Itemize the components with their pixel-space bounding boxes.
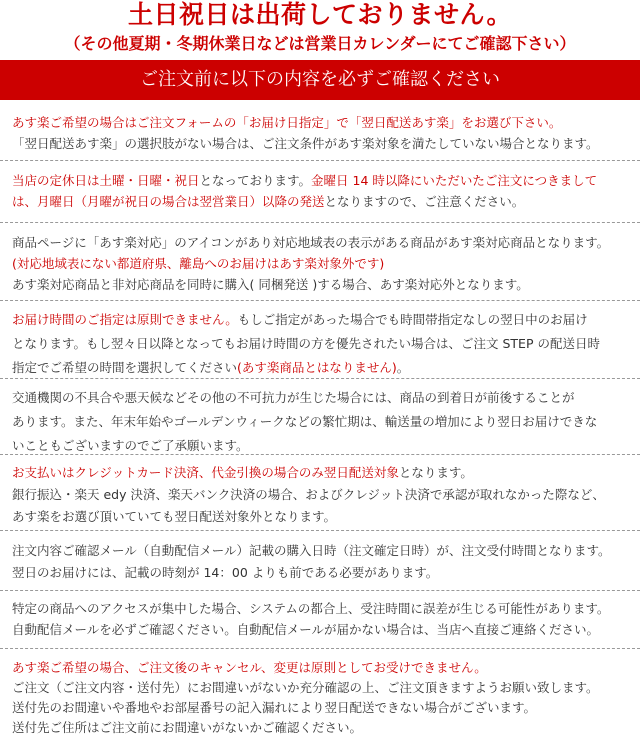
body-text: あります。また、年末年始やゴールデンウィークなどの繁忙期は、輸送量の増加により翌日お届けできな xyxy=(12,414,598,429)
notice-line xyxy=(12,253,628,274)
notice-line xyxy=(12,232,628,253)
body-text: となります。 xyxy=(398,465,473,480)
notice-line xyxy=(12,133,628,154)
body-text: 。 xyxy=(396,360,410,375)
section-divider xyxy=(0,454,640,455)
notice-line xyxy=(12,484,628,506)
notice-section xyxy=(0,386,640,458)
body-text: いこともございますのでご了承願います。 xyxy=(12,438,249,453)
notice-line xyxy=(12,410,628,434)
headline: 土日祝日は出荷しておりません。 xyxy=(127,0,512,29)
section-divider xyxy=(0,300,640,301)
notice-line xyxy=(12,332,628,356)
body-text: あす楽をお選び頂いていても翌日配送対象外となります。 xyxy=(12,509,337,524)
notice-line xyxy=(12,619,628,640)
notice-section xyxy=(0,540,640,584)
notice-line xyxy=(12,170,628,191)
emphasis-text: (対応地域表にない都道府県、離島へのお届けはあす楽対象外です) xyxy=(12,256,385,271)
body-text: 送付先ご住所はご注文前にお間違いがないかご確認ください。 xyxy=(12,720,363,735)
emphasis-text: あす楽ご希望の場合はご注文フォームの「お届け日指定」で「翌日配送あす楽」をお選び下さい。 xyxy=(12,115,562,130)
emphasis-text: は、月曜日（月曜が祝日の場合は翌営業日）以降の発送 xyxy=(12,194,325,209)
notice-line xyxy=(12,598,628,619)
emphasis-text: (あす楽商品とはなりません) xyxy=(237,360,397,375)
emphasis-text: 当店の定休日は土曜・日曜・祝日 xyxy=(12,173,200,188)
notice-line xyxy=(12,308,628,332)
body-text: となります。もし翌々日以降となってもお届け時間の方を優先されたい場合は、ご注文 STEP の配送日時 xyxy=(12,336,600,351)
notice-banner: ご注文前に以下の内容を必ずご確認ください xyxy=(0,60,640,100)
section-divider xyxy=(0,648,640,649)
body-text: 翌日のお届けには、記載の時刻が 14：00 よりも前である必要があります。 xyxy=(12,565,439,580)
body-text: 送付先のお間違いや番地やお部屋番号の記入漏れにより翌日配送できない場合がございます。 xyxy=(12,700,537,715)
body-text: 自動配信メールを必ずご確認ください。自動配信メールが届かない場合は、当店へ直接ご連絡ください。 xyxy=(12,622,600,637)
notice-section xyxy=(0,232,640,295)
notice-line xyxy=(12,112,628,133)
body-text: 特定の商品へのアクセスが集中した場合、システムの都合上、受注時間に誤差が生じる可能性があります。 xyxy=(12,601,610,616)
section-divider xyxy=(0,222,640,223)
emphasis-text: お支払いはクレジットカード決済、代金引換の場合のみ翌日配送対象 xyxy=(12,465,399,480)
body-text: 交通機関の不具合や悪天候などその他の不可抗力が生じた場合には、商品の到着日が前後することが xyxy=(12,390,575,405)
body-text: 商品ページに「あす楽対応」のアイコンがあり対応地域表の表示がある商品があす楽対応商品となります。 xyxy=(12,235,610,250)
notice-section xyxy=(0,598,640,640)
notice-section xyxy=(0,170,640,212)
notice-line xyxy=(12,540,628,562)
notice-line xyxy=(12,658,628,678)
notice-line xyxy=(12,506,628,528)
section-divider xyxy=(0,160,640,161)
section-divider xyxy=(0,590,640,591)
body-text: ご注文（ご注文内容・送付先）にお間違いがないか充分確認の上、ご注文頂きますようお願い致します。 xyxy=(12,680,599,695)
notice-line xyxy=(12,462,628,484)
emphasis-text: 金曜日 14 時以降にいただいたご注文につきまして xyxy=(311,173,598,188)
notice-line xyxy=(12,718,628,738)
body-text: 「翌日配送あす楽」の選択肢がない場合は、ご注文条件があす楽対象を満たしていない場合となります。 xyxy=(12,136,599,151)
notice-section xyxy=(0,658,640,738)
notice-line xyxy=(12,562,628,584)
subheadline: （その他夏期・冬期休業日などは営業日カレンダーにてご確認下さい） xyxy=(64,34,576,53)
body-text: 指定でご希望の時間を選択してください xyxy=(12,360,238,375)
emphasis-text: あす楽ご希望の場合、ご注文後のキャンセル、変更は原則としてお受けできません。 xyxy=(12,660,487,675)
body-text: 銀行振込・楽天 edy 決済、楽天バンク決済の場合、およびクレジット決済で承認が取れなかった際など、 xyxy=(12,487,605,502)
notice-line xyxy=(12,274,628,295)
notice-section xyxy=(0,462,640,528)
notice-line xyxy=(12,698,628,718)
notice-line xyxy=(12,356,628,380)
section-divider xyxy=(0,378,640,379)
body-text: 注文内容ご確認メール（自動配信メール）記載の購入日時（注文確定日時）が、注文受付時間となります。 xyxy=(12,543,611,558)
notice-line xyxy=(12,191,628,212)
notice-section xyxy=(0,308,640,380)
notice-section xyxy=(0,112,640,154)
notice-line xyxy=(12,678,628,698)
section-divider xyxy=(0,530,640,531)
body-text: もしご指定があった場合でも時間帯指定なしの翌日中のお届け xyxy=(237,312,588,327)
notice-line xyxy=(12,386,628,410)
emphasis-text: お届け時間のご指定は原則できません。 xyxy=(12,312,238,327)
body-text: となりますので、ご注意ください。 xyxy=(324,194,525,209)
body-text: あす楽対応商品と非対応商品を同時に購入( 同梱発送 )する場合、あす楽対応外となります。 xyxy=(12,277,529,292)
body-text: となっております。 xyxy=(199,173,312,188)
